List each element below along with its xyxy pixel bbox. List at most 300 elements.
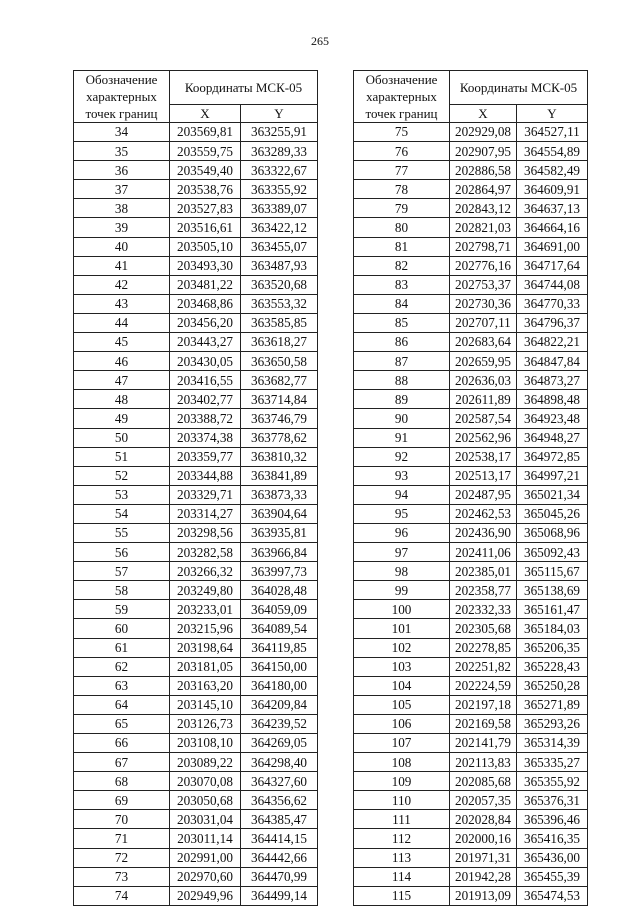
- point-number-cell: 45: [74, 333, 170, 352]
- y-coordinate-cell: 363520,68: [241, 275, 318, 294]
- y-coordinate-cell: 364582,49: [517, 161, 588, 180]
- x-coordinate-cell: 203493,30: [170, 256, 241, 275]
- y-coordinate-cell: 363487,93: [241, 256, 318, 275]
- point-number-cell: 37: [74, 180, 170, 199]
- y-coordinate-cell: 364327,60: [241, 772, 318, 791]
- point-number-cell: 112: [354, 829, 450, 848]
- point-number-cell: 50: [74, 428, 170, 447]
- coordinates-table-left: [73, 70, 318, 906]
- table-row: [354, 676, 588, 695]
- x-coordinate-cell: 202057,35: [450, 791, 517, 810]
- x-coordinate-cell: 203549,40: [170, 161, 241, 180]
- x-coordinate-cell: 202278,85: [450, 638, 517, 657]
- x-coordinate-cell: 202385,01: [450, 562, 517, 581]
- table-row: [74, 142, 318, 161]
- table-row: [354, 523, 588, 542]
- point-number-cell: 107: [354, 734, 450, 753]
- point-number-cell: 67: [74, 753, 170, 772]
- x-coordinate-cell: 202538,17: [450, 447, 517, 466]
- point-number-cell: 111: [354, 810, 450, 829]
- x-coordinate-cell: 203481,22: [170, 275, 241, 294]
- table-row: [74, 466, 318, 485]
- x-coordinate-cell: 203126,73: [170, 714, 241, 733]
- points-column-header: Обозначение характерных точек границ: [354, 71, 450, 123]
- y-coordinate-cell: 363935,81: [241, 523, 318, 542]
- table-row: [74, 180, 318, 199]
- coordinates-header: Координаты МСК-05: [170, 71, 318, 105]
- table-row: [74, 562, 318, 581]
- x-coordinate-cell: 203198,64: [170, 638, 241, 657]
- x-coordinate-cell: 202224,59: [450, 676, 517, 695]
- y-coordinate-cell: 365021,34: [517, 485, 588, 504]
- point-number-cell: 84: [354, 294, 450, 313]
- x-coordinate-cell: 203089,22: [170, 753, 241, 772]
- table-row: [74, 123, 318, 142]
- y-coordinate-cell: 365161,47: [517, 600, 588, 619]
- point-number-cell: 42: [74, 275, 170, 294]
- table-row: [74, 886, 318, 905]
- x-coordinate-cell: 203468,86: [170, 294, 241, 313]
- point-number-cell: 102: [354, 638, 450, 657]
- point-number-cell: 49: [74, 409, 170, 428]
- table-row: [354, 313, 588, 332]
- x-coordinate-cell: 202659,95: [450, 352, 517, 371]
- y-coordinate-cell: 364822,21: [517, 333, 588, 352]
- x-coordinate-cell: 202358,77: [450, 581, 517, 600]
- x-coordinate-cell: 203416,55: [170, 371, 241, 390]
- point-number-cell: 78: [354, 180, 450, 199]
- y-coordinate-cell: 365436,00: [517, 848, 588, 867]
- x-coordinate-cell: 202730,36: [450, 294, 517, 313]
- y-coordinate-cell: 364239,52: [241, 714, 318, 733]
- point-number-cell: 115: [354, 886, 450, 905]
- y-coordinate-cell: 365184,03: [517, 619, 588, 638]
- point-number-cell: 53: [74, 485, 170, 504]
- y-coordinate-cell: 363650,58: [241, 352, 318, 371]
- point-number-cell: 36: [74, 161, 170, 180]
- page-number: 265: [311, 34, 329, 48]
- x-coordinate-cell: 203249,80: [170, 581, 241, 600]
- x-coordinate-cell: 203298,56: [170, 523, 241, 542]
- y-coordinate-cell: 363682,77: [241, 371, 318, 390]
- x-coordinate-cell: 203163,20: [170, 676, 241, 695]
- point-number-cell: 55: [74, 523, 170, 542]
- x-coordinate-cell: 202949,96: [170, 886, 241, 905]
- y-coordinate-cell: 364356,62: [241, 791, 318, 810]
- table-row: [74, 810, 318, 829]
- y-coordinate-cell: 365314,39: [517, 734, 588, 753]
- table-row: [354, 161, 588, 180]
- y-coordinate-cell: 364298,40: [241, 753, 318, 772]
- y-coordinate-cell: 363778,62: [241, 428, 318, 447]
- point-number-cell: 40: [74, 237, 170, 256]
- table-row: [354, 867, 588, 886]
- y-coordinate-cell: 365271,89: [517, 695, 588, 714]
- table-row: [74, 294, 318, 313]
- point-number-cell: 39: [74, 218, 170, 237]
- table-row: [74, 333, 318, 352]
- point-number-cell: 94: [354, 485, 450, 504]
- point-number-cell: 114: [354, 867, 450, 886]
- y-coordinate-cell: 365138,69: [517, 581, 588, 600]
- table-row: [74, 791, 318, 810]
- x-coordinate-cell: 203374,38: [170, 428, 241, 447]
- y-coordinate-cell: 364847,84: [517, 352, 588, 371]
- table-row: [354, 848, 588, 867]
- table-row: [354, 581, 588, 600]
- x-coordinate-cell: 203215,96: [170, 619, 241, 638]
- table-row: [74, 504, 318, 523]
- x-coordinate-cell: 202305,68: [450, 619, 517, 638]
- table-row: [354, 237, 588, 256]
- table-row: [74, 161, 318, 180]
- y-coordinate-cell: 364691,00: [517, 237, 588, 256]
- coordinates-header: Координаты МСК-05: [450, 71, 588, 105]
- table-row: [74, 657, 318, 676]
- x-coordinate-cell: 202587,54: [450, 409, 517, 428]
- point-number-cell: 72: [74, 848, 170, 867]
- point-number-cell: 86: [354, 333, 450, 352]
- table-row: [354, 695, 588, 714]
- point-number-cell: 73: [74, 867, 170, 886]
- table-row: [354, 810, 588, 829]
- point-number-cell: 93: [354, 466, 450, 485]
- point-number-cell: 90: [354, 409, 450, 428]
- point-number-cell: 82: [354, 256, 450, 275]
- y-coordinate-cell: 364609,91: [517, 180, 588, 199]
- point-number-cell: 44: [74, 313, 170, 332]
- table-row: [354, 734, 588, 753]
- point-number-cell: 105: [354, 695, 450, 714]
- y-coordinate-cell: 363422,12: [241, 218, 318, 237]
- x-coordinate-cell: 203011,14: [170, 829, 241, 848]
- y-coordinate-cell: 364414,15: [241, 829, 318, 848]
- y-coordinate-cell: 364209,84: [241, 695, 318, 714]
- x-coordinate-cell: 202821,03: [450, 218, 517, 237]
- x-coordinate-cell: 202843,12: [450, 199, 517, 218]
- point-number-cell: 61: [74, 638, 170, 657]
- x-column-header: X: [450, 105, 517, 123]
- x-coordinate-cell: 203314,27: [170, 504, 241, 523]
- table-row: [354, 619, 588, 638]
- x-coordinate-cell: 203559,75: [170, 142, 241, 161]
- point-number-cell: 65: [74, 714, 170, 733]
- table-row: [354, 275, 588, 294]
- table-row: [354, 562, 588, 581]
- x-column-header: X: [170, 105, 241, 123]
- x-coordinate-cell: 202251,82: [450, 657, 517, 676]
- table-row: [74, 695, 318, 714]
- x-coordinate-cell: 202513,17: [450, 466, 517, 485]
- table-row: [74, 753, 318, 772]
- table-row: [74, 237, 318, 256]
- point-number-cell: 80: [354, 218, 450, 237]
- table-row: [74, 313, 318, 332]
- table-row: [354, 543, 588, 562]
- table-row: [74, 199, 318, 218]
- x-coordinate-cell: 203359,77: [170, 447, 241, 466]
- point-number-cell: 54: [74, 504, 170, 523]
- y-coordinate-cell: 365068,96: [517, 523, 588, 542]
- point-number-cell: 51: [74, 447, 170, 466]
- point-number-cell: 96: [354, 523, 450, 542]
- y-coordinate-cell: 363873,33: [241, 485, 318, 504]
- y-coordinate-cell: 365250,28: [517, 676, 588, 695]
- y-coordinate-cell: 364972,85: [517, 447, 588, 466]
- x-coordinate-cell: 203402,77: [170, 390, 241, 409]
- coordinates-table-right: [353, 70, 588, 906]
- y-coordinate-cell: 364180,00: [241, 676, 318, 695]
- point-number-cell: 108: [354, 753, 450, 772]
- table-row: [74, 485, 318, 504]
- point-number-cell: 35: [74, 142, 170, 161]
- y-coordinate-cell: 364873,27: [517, 371, 588, 390]
- table-row: [354, 791, 588, 810]
- point-number-cell: 43: [74, 294, 170, 313]
- y-coordinate-cell: 363904,64: [241, 504, 318, 523]
- table-row: [74, 218, 318, 237]
- x-coordinate-cell: 202462,53: [450, 504, 517, 523]
- x-coordinate-cell: 202436,90: [450, 523, 517, 542]
- table-row: [354, 390, 588, 409]
- table-row: [74, 390, 318, 409]
- point-number-cell: 41: [74, 256, 170, 275]
- y-coordinate-cell: 364385,47: [241, 810, 318, 829]
- table-row: [354, 333, 588, 352]
- point-number-cell: 68: [74, 772, 170, 791]
- x-coordinate-cell: 203430,05: [170, 352, 241, 371]
- y-coordinate-cell: 364898,48: [517, 390, 588, 409]
- y-column-header: Y: [241, 105, 318, 123]
- x-coordinate-cell: 202929,08: [450, 123, 517, 142]
- point-number-cell: 79: [354, 199, 450, 218]
- y-coordinate-cell: 365092,43: [517, 543, 588, 562]
- y-coordinate-cell: 363841,89: [241, 466, 318, 485]
- point-number-cell: 92: [354, 447, 450, 466]
- point-number-cell: 76: [354, 142, 450, 161]
- x-coordinate-cell: 202907,95: [450, 142, 517, 161]
- y-coordinate-cell: 364997,21: [517, 466, 588, 485]
- table-row: [354, 638, 588, 657]
- table-row: [354, 294, 588, 313]
- x-coordinate-cell: 203108,10: [170, 734, 241, 753]
- table-row: [354, 256, 588, 275]
- y-coordinate-cell: 365376,31: [517, 791, 588, 810]
- x-coordinate-cell: 202332,33: [450, 600, 517, 619]
- y-coordinate-cell: 365396,46: [517, 810, 588, 829]
- point-number-cell: 71: [74, 829, 170, 848]
- y-coordinate-cell: 363355,92: [241, 180, 318, 199]
- table-row: [74, 734, 318, 753]
- x-coordinate-cell: 202707,11: [450, 313, 517, 332]
- x-coordinate-cell: 203329,71: [170, 485, 241, 504]
- point-number-cell: 59: [74, 600, 170, 619]
- point-number-cell: 98: [354, 562, 450, 581]
- point-number-cell: 58: [74, 581, 170, 600]
- point-number-cell: 77: [354, 161, 450, 180]
- point-number-cell: 99: [354, 581, 450, 600]
- table-row: [74, 447, 318, 466]
- x-coordinate-cell: 203344,88: [170, 466, 241, 485]
- point-number-cell: 109: [354, 772, 450, 791]
- table-row: [354, 352, 588, 371]
- x-coordinate-cell: 203527,83: [170, 199, 241, 218]
- y-coordinate-cell: 364717,64: [517, 256, 588, 275]
- y-coordinate-cell: 363997,73: [241, 562, 318, 581]
- y-coordinate-cell: 364269,05: [241, 734, 318, 753]
- y-coordinate-cell: 365045,26: [517, 504, 588, 523]
- table-row: [354, 772, 588, 791]
- x-coordinate-cell: 203070,08: [170, 772, 241, 791]
- x-coordinate-cell: 202085,68: [450, 772, 517, 791]
- y-coordinate-cell: 363389,07: [241, 199, 318, 218]
- point-number-cell: 100: [354, 600, 450, 619]
- y-coordinate-cell: 364470,99: [241, 867, 318, 886]
- y-coordinate-cell: 364637,13: [517, 199, 588, 218]
- point-number-cell: 62: [74, 657, 170, 676]
- table-row: [74, 619, 318, 638]
- x-coordinate-cell: 202141,79: [450, 734, 517, 753]
- x-coordinate-cell: 203538,76: [170, 180, 241, 199]
- table-row: [74, 523, 318, 542]
- table-row: [74, 829, 318, 848]
- y-coordinate-cell: 363455,07: [241, 237, 318, 256]
- point-number-cell: 83: [354, 275, 450, 294]
- y-coordinate-cell: 364770,33: [517, 294, 588, 313]
- point-number-cell: 56: [74, 543, 170, 562]
- y-coordinate-cell: 364744,08: [517, 275, 588, 294]
- point-number-cell: 47: [74, 371, 170, 390]
- y-coordinate-cell: 363585,85: [241, 313, 318, 332]
- y-coordinate-cell: 365455,39: [517, 867, 588, 886]
- table-row: [354, 886, 588, 905]
- x-coordinate-cell: 202028,84: [450, 810, 517, 829]
- point-number-cell: 101: [354, 619, 450, 638]
- table-row: [354, 180, 588, 199]
- point-number-cell: 69: [74, 791, 170, 810]
- y-coordinate-cell: 363746,79: [241, 409, 318, 428]
- table-row: [354, 142, 588, 161]
- table-row: [354, 753, 588, 772]
- table-row: [354, 485, 588, 504]
- y-coordinate-cell: 365293,26: [517, 714, 588, 733]
- table-row: [354, 600, 588, 619]
- point-number-cell: 106: [354, 714, 450, 733]
- table-row: [354, 218, 588, 237]
- x-coordinate-cell: 203145,10: [170, 695, 241, 714]
- point-number-cell: 81: [354, 237, 450, 256]
- y-coordinate-cell: 363553,32: [241, 294, 318, 313]
- y-coordinate-cell: 363618,27: [241, 333, 318, 352]
- y-coordinate-cell: 364499,14: [241, 886, 318, 905]
- x-coordinate-cell: 202753,37: [450, 275, 517, 294]
- x-coordinate-cell: 203456,20: [170, 313, 241, 332]
- y-coordinate-cell: 364089,54: [241, 619, 318, 638]
- point-number-cell: 52: [74, 466, 170, 485]
- x-coordinate-cell: 202197,18: [450, 695, 517, 714]
- y-column-header: Y: [517, 105, 588, 123]
- table-row: [74, 581, 318, 600]
- table-row: [354, 657, 588, 676]
- table-row: [74, 371, 318, 390]
- table-row: [354, 714, 588, 733]
- point-number-cell: 113: [354, 848, 450, 867]
- x-coordinate-cell: 202991,00: [170, 848, 241, 867]
- y-coordinate-cell: 363289,33: [241, 142, 318, 161]
- point-number-cell: 75: [354, 123, 450, 142]
- y-coordinate-cell: 363966,84: [241, 543, 318, 562]
- table-row: [354, 466, 588, 485]
- x-coordinate-cell: 203266,32: [170, 562, 241, 581]
- x-coordinate-cell: 203516,61: [170, 218, 241, 237]
- table-row: [74, 772, 318, 791]
- y-coordinate-cell: 364150,00: [241, 657, 318, 676]
- x-coordinate-cell: 202113,83: [450, 753, 517, 772]
- point-number-cell: 89: [354, 390, 450, 409]
- x-coordinate-cell: 202798,71: [450, 237, 517, 256]
- x-coordinate-cell: 202776,16: [450, 256, 517, 275]
- y-coordinate-cell: 364527,11: [517, 123, 588, 142]
- y-coordinate-cell: 365416,35: [517, 829, 588, 848]
- y-coordinate-cell: 364442,66: [241, 848, 318, 867]
- y-coordinate-cell: 364664,16: [517, 218, 588, 237]
- table-row: [74, 600, 318, 619]
- point-number-cell: 104: [354, 676, 450, 695]
- point-number-cell: 38: [74, 199, 170, 218]
- table-row: [354, 199, 588, 218]
- x-coordinate-cell: 202169,58: [450, 714, 517, 733]
- point-number-cell: 63: [74, 676, 170, 695]
- table-row: [354, 829, 588, 848]
- table-row: [74, 638, 318, 657]
- point-number-cell: 60: [74, 619, 170, 638]
- table-row: [354, 409, 588, 428]
- point-number-cell: 34: [74, 123, 170, 142]
- y-coordinate-cell: 363322,67: [241, 161, 318, 180]
- x-coordinate-cell: 203282,58: [170, 543, 241, 562]
- x-coordinate-cell: 203031,04: [170, 810, 241, 829]
- y-coordinate-cell: 363255,91: [241, 123, 318, 142]
- x-coordinate-cell: 202864,97: [450, 180, 517, 199]
- table-row: [354, 447, 588, 466]
- x-coordinate-cell: 202886,58: [450, 161, 517, 180]
- x-coordinate-cell: 202487,95: [450, 485, 517, 504]
- y-coordinate-cell: 363810,32: [241, 447, 318, 466]
- point-number-cell: 91: [354, 428, 450, 447]
- table-row: [74, 676, 318, 695]
- y-coordinate-cell: 365115,67: [517, 562, 588, 581]
- y-coordinate-cell: 364923,48: [517, 409, 588, 428]
- points-column-header: Обозначение характерных точек границ: [74, 71, 170, 123]
- y-coordinate-cell: 364796,37: [517, 313, 588, 332]
- x-coordinate-cell: 202970,60: [170, 867, 241, 886]
- point-number-cell: 87: [354, 352, 450, 371]
- y-coordinate-cell: 365206,35: [517, 638, 588, 657]
- table-row: [74, 409, 318, 428]
- table-row: [74, 867, 318, 886]
- y-coordinate-cell: 363714,84: [241, 390, 318, 409]
- x-coordinate-cell: 202636,03: [450, 371, 517, 390]
- point-number-cell: 70: [74, 810, 170, 829]
- x-coordinate-cell: 203181,05: [170, 657, 241, 676]
- x-coordinate-cell: 202683,64: [450, 333, 517, 352]
- table-row: [354, 504, 588, 523]
- y-coordinate-cell: 365474,53: [517, 886, 588, 905]
- x-coordinate-cell: 202411,06: [450, 543, 517, 562]
- point-number-cell: 46: [74, 352, 170, 371]
- table-row: [354, 428, 588, 447]
- y-coordinate-cell: 364948,27: [517, 428, 588, 447]
